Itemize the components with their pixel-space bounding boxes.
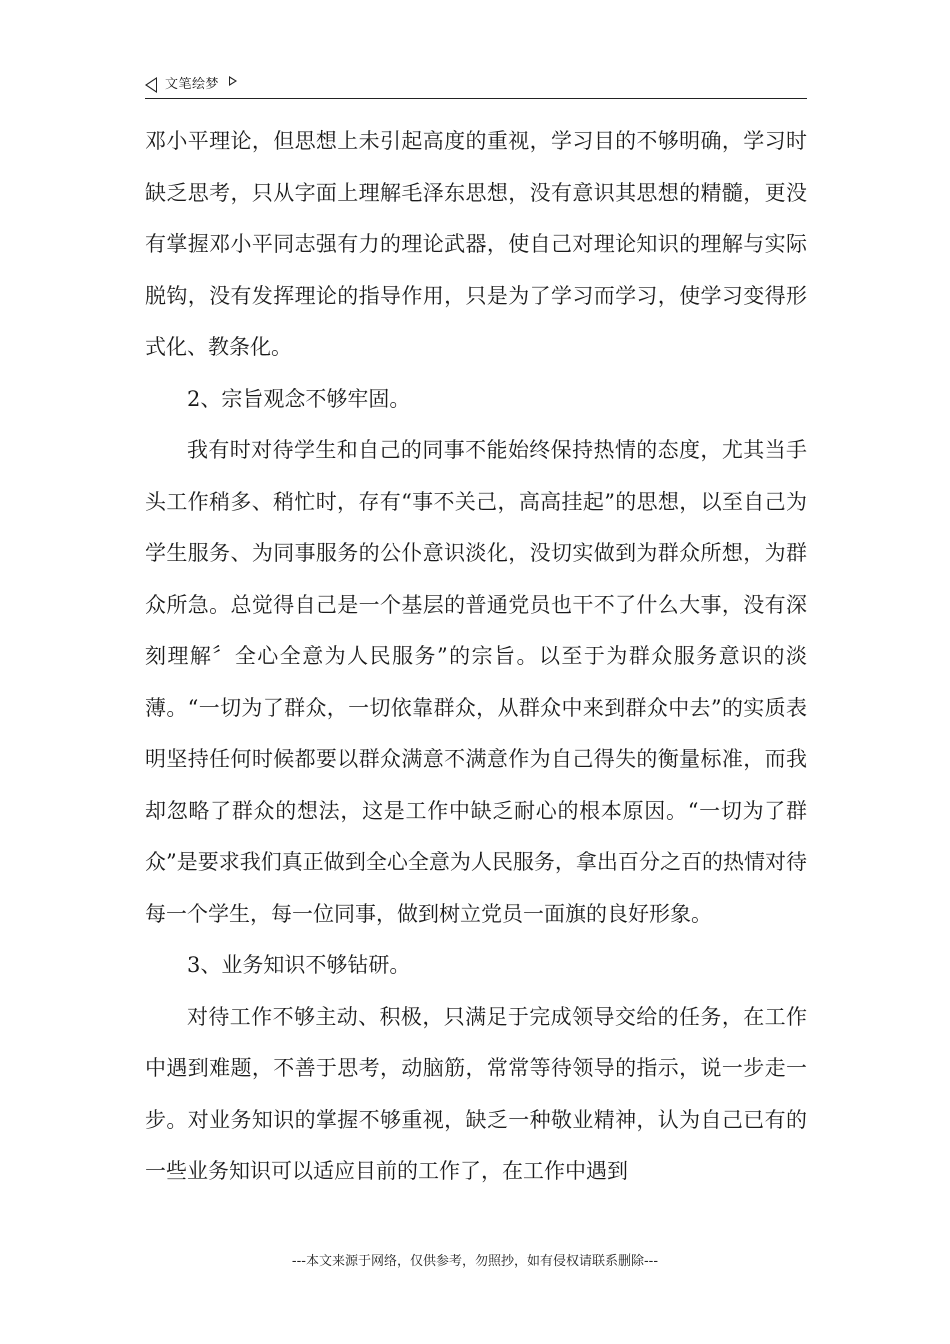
paragraph-purpose: 我有时对待学生和自己的同事不能始终保持热情的态度，尤其当手头工作稍多、稍忙时，存有“事不关己，高高挂起”的思想，以至自己为学生服务、为同事服务的公仆意识淡化，没切实做到为群众所想，为群众所急。总觉得自己是一个基层的普通党员也干不了什么大事，没有深刻理解〞全心全意为人民服务”的宗旨。以至于为群众服务意识的淡薄。“一切为了群众，一切依靠群众，从群众中来到群众中去”的实质表明坚持任何时候都要以群众满意不满意作为自己得失的衡量标准，而我却忽略了群众的想法，这是工作中缺乏耐心的根本原因。“一切为了群众”是要求我们真正做到全心全意为人民服务，拿出百分之百的热情对待每一个学生，每一位同事，做到树立党员一面旗的良好形象。 bbox=[145, 438, 807, 926]
header-title: 文笔绘梦 bbox=[165, 77, 220, 92]
paragraph-continuation: 邓小平理论，但思想上未引起高度的重视，学习目的不够明确，学习时缺乏思考，只从字面上理解毛泽东思想，没有意识其思想的精髓，更没有掌握邓小平同志强有力的理论武器，使自己对理论知识的理解与实际脱钩，没有发挥理论的指导作用，只是为了学习而学习，使学习变得形式化、教条化。 bbox=[145, 129, 807, 359]
paragraph-business-knowledge: 对待工作不够主动、积极，只满足于完成领导交给的任务，在工作中遇到难题，不善于思考，动脑筋，常常等待领导的指示，说一步走一步。对业务知识的掌握不够重视，缺乏一种敬业精神，认为自己已有的一些业务知识可以适应目前的工作了，在工作中遇到 bbox=[145, 1004, 807, 1183]
footer-notice: ---本文来源于网络，仅供参考，勿照抄，如有侵权请联系删除--- bbox=[291, 1254, 659, 1269]
section-heading-2: 2、宗旨观念不够牢固。 bbox=[187, 386, 411, 411]
document-body bbox=[145, 116, 807, 1198]
triangle-right-icon bbox=[229, 76, 237, 86]
triangle-left-icon bbox=[145, 77, 157, 93]
section-heading-3: 3、业务知识不够钻研。 bbox=[187, 953, 411, 977]
page-header bbox=[145, 72, 807, 99]
